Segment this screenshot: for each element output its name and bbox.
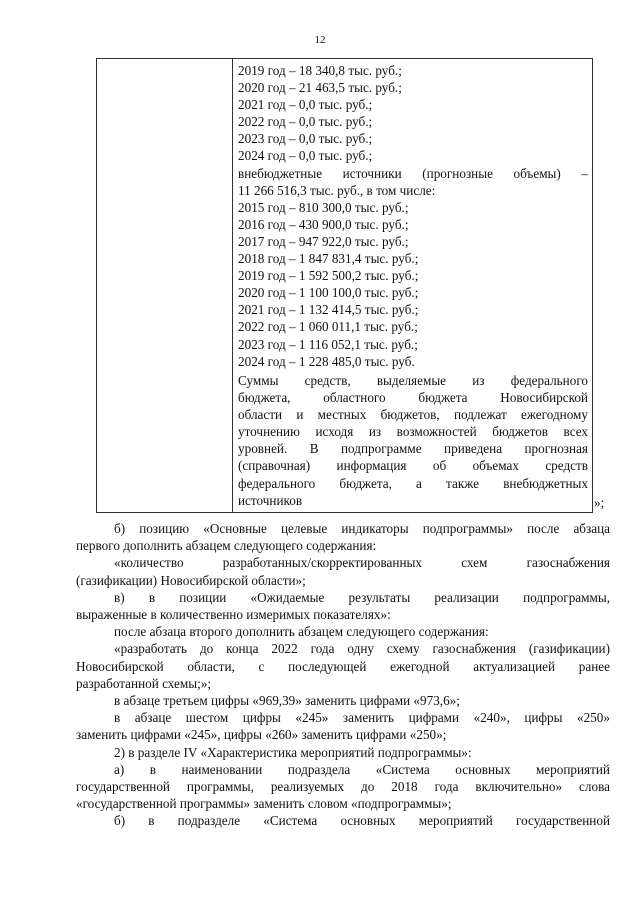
body-line: б) в подразделе «Система основных мероприятий государственной xyxy=(114,813,610,829)
body-line: выраженные в количественно измеримых показателях»: xyxy=(76,607,391,623)
funding-line: 2022 год – 0,0 тыс. руб.; xyxy=(238,114,373,130)
body-line: а) в наименовании подраздела «Система основных мероприятий xyxy=(114,761,610,777)
table-cell-note-paragraph xyxy=(238,372,588,509)
closing-quote-mark: »; xyxy=(594,495,605,510)
funding-line: 2021 год – 0,0 тыс. руб.; xyxy=(238,97,373,113)
funding-line: 2016 год – 430 900,0 тыс. руб.; xyxy=(238,216,409,232)
funding-line: 2020 год – 21 463,5 тыс. руб.; xyxy=(238,80,402,96)
funding-line: 2019 год – 1 592 500,2 тыс. руб.; xyxy=(238,268,419,284)
body-line: в абзаце третьем цифры «969,39» заменить цифрами «973,6»; xyxy=(114,693,460,709)
funding-line: 2023 год – 0,0 тыс. руб.; xyxy=(238,131,373,147)
note-line: уточнению исходя из возможностей бюджетов всех xyxy=(238,424,588,440)
body-line: заменить цифрами «245», цифры «260» заменить цифрами «250»; xyxy=(76,727,447,743)
note-line: области и местных бюджетов, подлежат ежегодному xyxy=(238,407,588,423)
funding-line: 2024 год – 0,0 тыс. руб.; xyxy=(238,148,373,164)
note-line: (справочная) информация об объемах средств xyxy=(238,458,588,474)
table-column-divider xyxy=(232,58,233,513)
funding-line: 2023 год – 1 116 052,1 тыс. руб.; xyxy=(238,336,418,352)
body-line: государственной программы, реализуемых до 2018 года включительно» слова xyxy=(76,779,610,795)
note-line: федерального бюджета, а также внебюджетных xyxy=(238,475,588,491)
funding-line: 2018 год – 1 847 831,4 тыс. руб.; xyxy=(238,251,419,267)
page-number: 12 xyxy=(314,34,326,46)
funding-line: внебюджетные источники (прогнозные объемы) – xyxy=(238,165,588,181)
funding-line: 2024 год – 1 228 485,0 тыс. руб. xyxy=(238,353,415,369)
body-line: в абзаце шестом цифры «245» заменить цифрами «240», цифры «250» xyxy=(114,710,610,726)
body-line: «количество разработанных/скорректированных схем газоснабжения xyxy=(114,555,610,571)
funding-line: 2015 год – 810 300,0 тыс. руб.; xyxy=(238,199,409,215)
note-line: уровней. В подпрограмме приведена прогнозная xyxy=(238,441,588,457)
note-line: бюджета, областного бюджета Новосибирской xyxy=(238,390,588,406)
funding-line: 11 266 516,3 тыс. руб., в том числе: xyxy=(238,182,436,198)
funding-line: 2022 год – 1 060 011,1 тыс. руб.; xyxy=(238,319,418,335)
body-text xyxy=(76,520,610,830)
funding-line: 2021 год – 1 132 414,5 тыс. руб.; xyxy=(238,302,419,318)
note-line: источников xyxy=(238,492,303,508)
body-line: в) в позиции «Ожидаемые результаты реализации подпрограммы, xyxy=(114,589,610,605)
funding-line: 2019 год – 18 340,8 тыс. руб.; xyxy=(238,63,402,78)
body-line: первого дополнить абзацем следующего содержания: xyxy=(76,538,377,554)
body-line: (газификации) Новосибирской области»; xyxy=(76,572,306,588)
body-line: разработанной схемы;»; xyxy=(76,675,211,691)
funding-line: 2020 год – 1 100 100,0 тыс. руб.; xyxy=(238,285,419,301)
table-cell-funding-lines xyxy=(238,62,588,370)
body-line: «государственной программы» заменить словом «подпрограммы»; xyxy=(76,796,452,812)
note-line: Суммы средств, выделяемые из федерального xyxy=(238,373,588,388)
funding-line: 2017 год – 947 922,0 тыс. руб.; xyxy=(238,233,409,249)
body-line: Новосибирской области, с последующей ежегодной актуализацией ранее xyxy=(76,658,610,674)
body-line: «разработать до конца 2022 года одну схему газоснабжения (газификации) xyxy=(114,641,610,657)
body-line: после абзаца второго дополнить абзацем следующего содержания: xyxy=(114,624,489,640)
body-line: 2) в разделе IV «Характеристика мероприятий подпрограммы»: xyxy=(114,744,472,760)
body-line: б) позицию «Основные целевые индикаторы подпрограммы» после абзаца xyxy=(114,521,610,536)
